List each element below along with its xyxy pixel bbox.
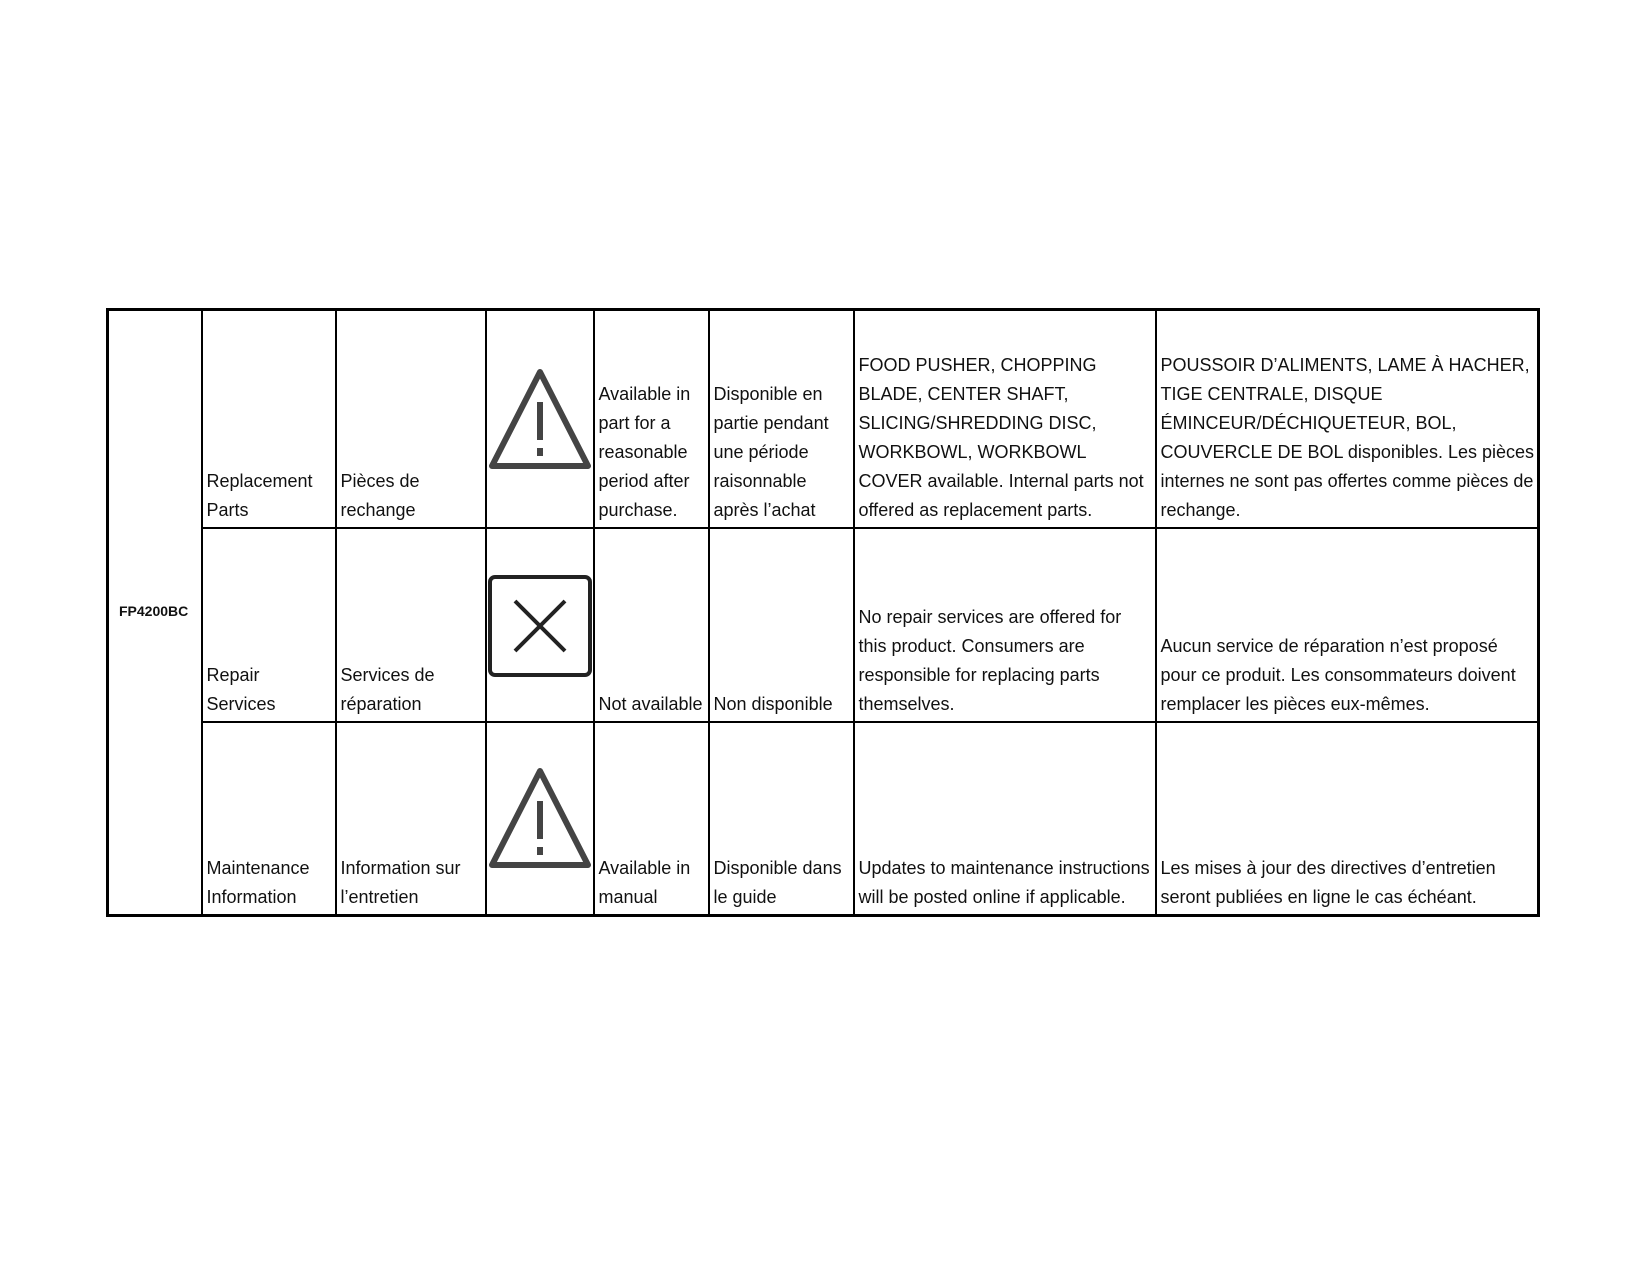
table-row-repair-services bbox=[108, 528, 1539, 722]
en-label: Maintenance Information bbox=[202, 722, 336, 916]
fr-label: Information sur l’entretien bbox=[336, 722, 486, 916]
table-row-maintenance-information bbox=[108, 722, 1539, 916]
repairability-table bbox=[106, 308, 1540, 917]
en-status: Available in part for a reasonable period after purchase. bbox=[594, 310, 709, 528]
en-detail: FOOD PUSHER, CHOPPING BLADE, CENTER SHAFT, SLICING/SHREDDING DISC, WORKBOWL, WORKBOWL COVER available. Internal parts not offered as replacement parts. bbox=[854, 310, 1156, 528]
warning-icon bbox=[488, 765, 592, 869]
fr-detail: Aucun service de réparation n’est proposé pour ce produit. Les consommateurs doivent remplacer les pièces eux-mêmes. bbox=[1156, 528, 1539, 722]
warning-icon bbox=[488, 366, 592, 470]
fr-status: Disponible dans le guide bbox=[709, 722, 854, 916]
fr-detail: Les mises à jour des directives d’entretien seront publiées en ligne le cas échéant. bbox=[1156, 722, 1539, 916]
fr-label: Pièces de rechange bbox=[336, 310, 486, 528]
en-detail: Updates to maintenance instructions will be posted online if applicable. bbox=[854, 722, 1156, 916]
en-label: Repair Services bbox=[202, 528, 336, 722]
model-number: FP4200BC bbox=[108, 310, 202, 916]
en-status: Not available bbox=[594, 528, 709, 722]
en-detail: No repair services are offered for this product. Consumers are responsible for replacing parts themselves. bbox=[854, 528, 1156, 722]
fr-status: Disponible en partie pendant une période raisonnable après l’achat bbox=[709, 310, 854, 528]
en-status: Available in manual bbox=[594, 722, 709, 916]
fr-detail: POUSSOIR D’ALIMENTS, LAME À HACHER, TIGE CENTRALE, DISQUE ÉMINCEUR/DÉCHIQUETEUR, BOL, COUVERCLE DE BOL disponibles. Les pièces internes ne sont pas offertes comme pièces de rechange. bbox=[1156, 310, 1539, 528]
table-row-replacement-parts bbox=[108, 310, 1539, 528]
fr-label: Services de réparation bbox=[336, 528, 486, 722]
en-label: Replacement Parts bbox=[202, 310, 336, 528]
fr-status: Non disponible bbox=[709, 528, 854, 722]
x-box-icon bbox=[487, 574, 593, 678]
